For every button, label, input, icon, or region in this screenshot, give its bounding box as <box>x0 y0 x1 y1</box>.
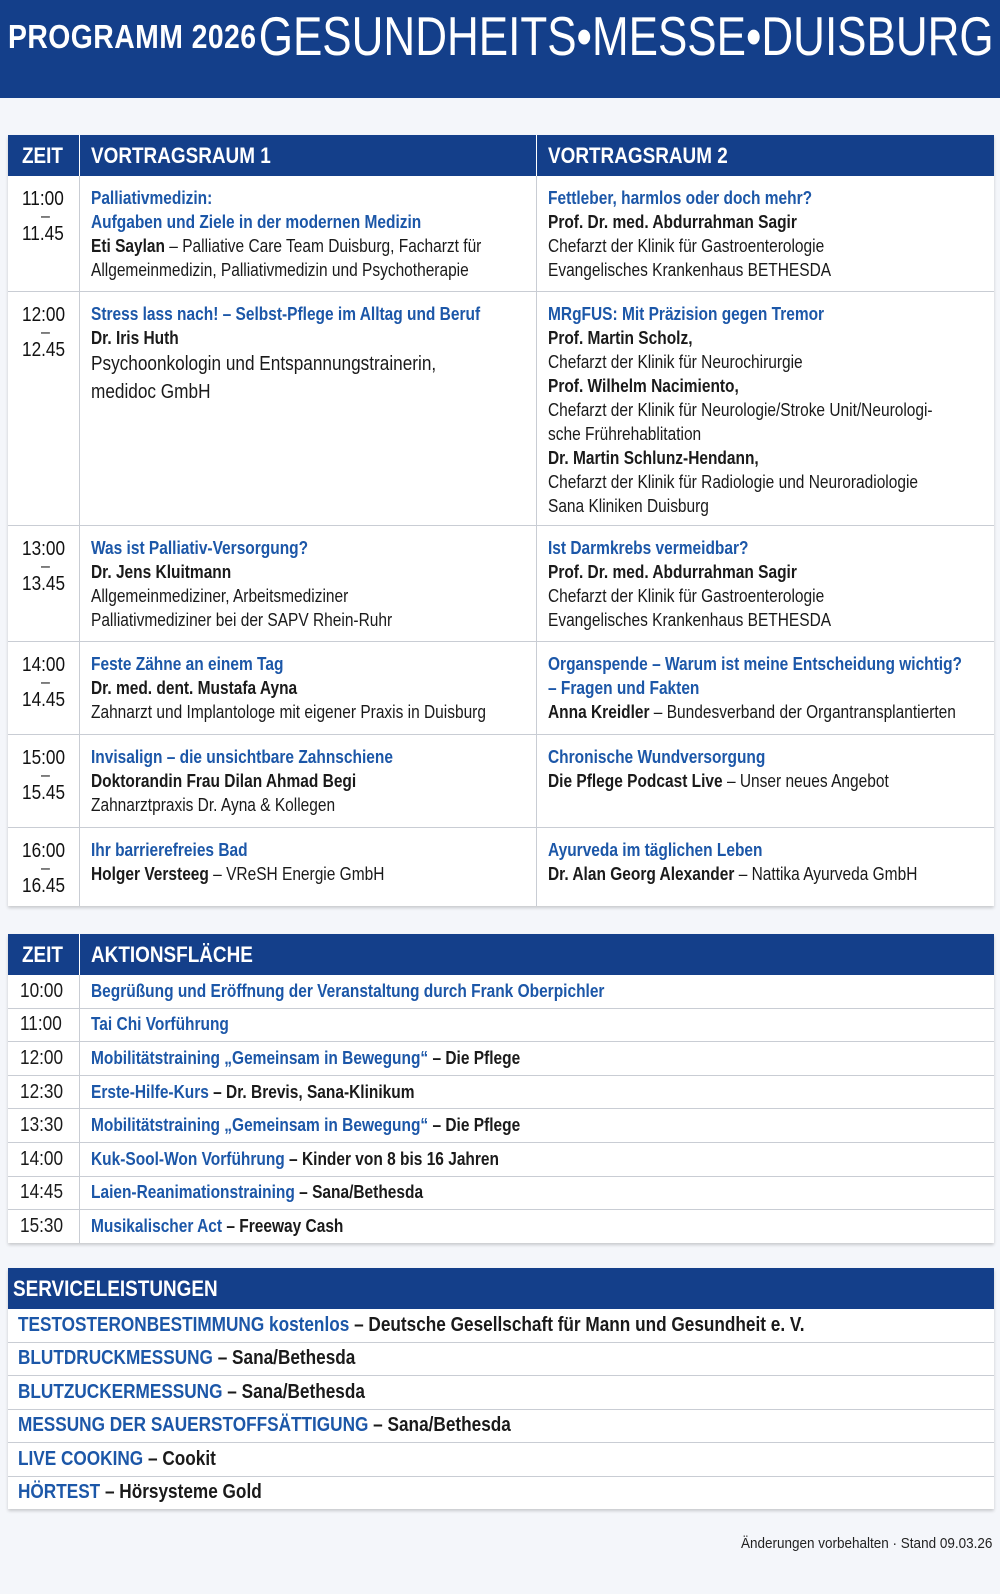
speaker-name: Eti Saylan <box>91 236 166 256</box>
speaker-affiliation: – Unser neues Angebot <box>722 771 889 791</box>
action-row <box>8 1143 994 1177</box>
speaker-details: Allgemeinmediziner, Arbeitsmediziner <box>91 586 349 606</box>
start-time: 13:00 <box>22 538 66 560</box>
service-provider: – Cookit <box>143 1447 216 1470</box>
action-time-text: 10:00 <box>20 979 64 1002</box>
service-row <box>8 1343 994 1377</box>
time-cell <box>8 526 80 641</box>
room1-cell <box>80 642 537 734</box>
service-title: BLUTZUCKERMESSUNG <box>18 1380 223 1403</box>
action-row <box>8 1009 994 1043</box>
action-time <box>8 1076 80 1109</box>
speaker-name: Die Pflege Podcast Live <box>548 771 723 791</box>
service-provider: – Hörsysteme Gold <box>100 1481 262 1504</box>
service-row <box>8 1477 994 1510</box>
action-row <box>8 1210 994 1243</box>
speaker-line <box>548 560 932 584</box>
action-description <box>80 1048 590 1069</box>
time-range <box>22 304 79 362</box>
talk-row <box>8 176 994 292</box>
service-row <box>8 1376 994 1410</box>
action-provider: – Sana/Bethesda <box>294 1182 424 1203</box>
room2-col-header: VORTRAGSRAUM 2 <box>548 142 728 168</box>
action-row <box>8 1109 994 1143</box>
speaker-name: Anna Kreidler <box>548 702 650 722</box>
speaker-line <box>548 210 932 234</box>
action-text <box>91 1048 520 1069</box>
action-title: Tai Chi Vorführung <box>91 1014 229 1035</box>
action-text <box>91 1149 499 1170</box>
action-description <box>80 1115 590 1136</box>
talk-topic: Palliativmedizin: <box>91 188 213 208</box>
end-time: 15.45 <box>22 782 66 804</box>
time-dash: – <box>41 208 50 225</box>
time-range <box>22 188 79 246</box>
talk-topic: Ihr barrierefreies Bad <box>91 840 248 860</box>
speaker-affiliation: – Nattika Ayurveda GmbH <box>734 864 918 884</box>
talks-header <box>8 135 994 176</box>
action-provider: – Kinder von 8 bis 16 Jahren <box>284 1148 499 1169</box>
room2-cell <box>537 735 994 827</box>
talk-row <box>8 642 994 735</box>
speaker-name: Holger Versteeg <box>91 864 209 884</box>
room1-cell <box>80 828 537 906</box>
speaker-name: Doktorandin Frau Dilan Ahmad Begi <box>91 771 357 791</box>
services-title: SERVICELEISTUNGEN <box>13 1275 218 1301</box>
speaker-line <box>91 769 474 793</box>
talk-topic: – Fragen und Fakten <box>548 678 700 698</box>
action-description <box>80 1216 384 1237</box>
speaker-details: Psychoonkologin und Entspannungstrainerin, <box>91 353 437 375</box>
action-provider: – Die Pflege <box>428 1047 521 1068</box>
time-cell <box>8 292 80 525</box>
action-text <box>91 1082 414 1103</box>
talks-table <box>8 135 994 906</box>
action-title: Musikalischer Act <box>91 1215 223 1236</box>
action-title: Erste-Hilfe-Kurs <box>91 1081 209 1102</box>
action-time <box>8 1210 80 1243</box>
action-time-text: 15:30 <box>20 1214 64 1237</box>
speaker-affiliation: – Palliative Care Team Duisburg, Facharzt für <box>165 236 482 256</box>
service-text <box>18 1414 511 1437</box>
speaker-name: Prof. Dr. med. Abdurrahman Sagir <box>548 212 797 232</box>
time-range <box>22 538 79 596</box>
time-range <box>22 840 79 898</box>
end-time: 14.45 <box>22 689 66 711</box>
action-title: Mobilitätstraining „Gemeinsam in Bewegung“ <box>91 1047 429 1068</box>
time-cell <box>8 735 80 827</box>
talk-row <box>8 735 994 828</box>
speaker-details: Zahnarzt und Implantologe mit eigener Praxis in Duisburg <box>91 702 486 722</box>
time-dash: – <box>41 860 50 877</box>
time-cell <box>8 828 80 906</box>
footer-note: Änderungen vorbehalten · Stand 09.03.26 <box>740 1535 992 1552</box>
end-time: 11.45 <box>22 223 64 245</box>
program-year: PROGRAMM 2026 <box>8 18 257 55</box>
speaker-name: Dr. Jens Kluitmann <box>91 562 232 582</box>
speaker-name: Prof. Martin Scholz, <box>548 328 693 348</box>
speaker-details: Chefarzt der Klinik für Radiologie und Neuroradiologie <box>548 472 919 492</box>
action-text <box>91 1014 229 1035</box>
actions-table <box>8 934 994 1243</box>
speaker-details: Sana Kliniken Duisburg <box>548 496 709 516</box>
action-description <box>80 1182 477 1203</box>
speaker-details: Evangelisches Krankenhaus BETHESDA <box>548 260 832 280</box>
time-dash: – <box>41 324 50 341</box>
action-title: Kuk-Sool-Won Vorführung <box>91 1148 285 1169</box>
speaker-details: Chefarzt der Klinik für Gastroenterologie <box>548 586 825 606</box>
speaker-name: Dr. Iris Huth <box>91 328 179 348</box>
room2-cell <box>537 526 994 641</box>
talk-topic: MRgFUS: Mit Präzision gegen Tremor <box>548 304 825 324</box>
speaker-affiliation: – VReSH Energie GmbH <box>208 864 385 884</box>
time-dash: – <box>41 674 50 691</box>
start-time: 15:00 <box>22 747 66 769</box>
speaker-details: Chefarzt der Klinik für Neurologie/Stroke Unit/Neurologi- <box>548 400 933 420</box>
action-text <box>91 1182 423 1203</box>
action-time-text: 14:00 <box>20 1147 64 1170</box>
action-provider: – Die Pflege <box>428 1115 521 1136</box>
time-col-header: ZEIT <box>22 142 63 168</box>
action-time <box>8 975 80 1008</box>
speaker-line <box>91 326 474 350</box>
action-time-text: 12:30 <box>20 1080 64 1103</box>
speaker-details: sche Frührehablitation <box>548 424 702 444</box>
action-row <box>8 1076 994 1110</box>
talk-topic: Ist Darmkrebs vermeidbar? <box>548 538 749 558</box>
room2-cell <box>537 292 995 525</box>
action-time <box>8 1009 80 1042</box>
action-time-text: 12:00 <box>20 1046 64 1069</box>
end-time: 13.45 <box>22 573 66 595</box>
speaker-details: Chefarzt der Klinik für Neurochirurgie <box>548 352 803 372</box>
speaker-line <box>91 234 482 258</box>
service-title: MESSUNG DER SAUERSTOFFSÄTTIGUNG <box>18 1414 369 1437</box>
services-table <box>8 1268 994 1509</box>
speaker-line <box>548 862 932 886</box>
speaker-details: Zahnarztpraxis Dr. Ayna & Kollegen <box>91 795 336 815</box>
action-title: Begrüßung und Eröffnung der Veranstaltung durch Frank Oberpichler <box>91 980 605 1001</box>
service-row <box>8 1443 994 1477</box>
speaker-details: medidoc GmbH <box>91 381 211 403</box>
service-text <box>18 1381 365 1404</box>
action-time <box>8 1143 80 1176</box>
room1-cell <box>80 176 537 291</box>
service-provider: – Sana/Bethesda <box>222 1380 365 1403</box>
speaker-line <box>91 676 474 700</box>
action-time <box>8 1109 80 1142</box>
room1-col-header: VORTRAGSRAUM 1 <box>91 142 271 168</box>
action-time-text: 14:45 <box>20 1181 64 1204</box>
services-header <box>8 1268 994 1309</box>
room2-cell <box>537 642 1000 734</box>
service-title: BLUTDRUCKMESSUNG <box>18 1347 213 1370</box>
talk-topic: Organspende – Warum ist meine Entscheidung wichtig? <box>548 654 963 674</box>
actions-area-header: AKTIONSFLÄCHE <box>91 941 253 967</box>
service-provider: – Deutsche Gesellschaft für Mann und Gesundheit e. V. <box>349 1313 805 1336</box>
start-time: 12:00 <box>22 304 66 326</box>
room1-cell <box>80 735 537 827</box>
action-description <box>80 981 688 1002</box>
action-title: Laien-Reanimationstraining <box>91 1182 295 1203</box>
service-text <box>18 1448 216 1471</box>
speaker-name: Prof. Wilhelm Nacimiento, <box>548 376 739 396</box>
service-provider: – Sana/Bethesda <box>212 1347 356 1370</box>
action-text <box>91 1216 343 1237</box>
talk-topic: Was ist Palliativ-Versorgung? <box>91 538 309 558</box>
action-provider: – Dr. Brevis, Sana-Klinikum <box>208 1081 415 1102</box>
service-text <box>18 1314 805 1337</box>
service-title: TESTOSTERONBESTIMMUNG kostenlos <box>18 1313 350 1336</box>
speaker-name: Prof. Dr. med. Abdurrahman Sagir <box>548 562 797 582</box>
speaker-affiliation: – Bundesverband der Organtransplantierten <box>649 702 956 722</box>
service-provider: – Sana/Bethesda <box>368 1414 511 1437</box>
end-time: 12.45 <box>22 339 66 361</box>
action-time-text: 13:30 <box>20 1114 64 1137</box>
action-row <box>8 1177 994 1211</box>
start-time: 16:00 <box>22 840 66 862</box>
talk-row <box>8 292 994 526</box>
header-banner <box>0 0 1000 98</box>
room2-cell <box>537 176 994 291</box>
action-provider: – Freeway Cash <box>222 1215 344 1236</box>
action-description <box>80 1082 467 1103</box>
room2-cell <box>537 828 994 906</box>
service-title: HÖRTEST <box>18 1481 101 1504</box>
time-cell <box>8 642 80 734</box>
speaker-details: Chefarzt der Klinik für Gastroenterologie <box>548 236 825 256</box>
service-title: LIVE COOKING <box>18 1447 144 1470</box>
talk-topic: Feste Zähne an einem Tag <box>91 654 284 674</box>
time-range <box>22 654 79 712</box>
room1-cell <box>80 526 537 641</box>
action-time-text: 11:00 <box>20 1013 62 1036</box>
speaker-details: Palliativmediziner bei der SAPV Rhein-Ruhr <box>91 610 393 630</box>
time-cell <box>8 176 80 291</box>
service-text <box>18 1481 262 1504</box>
speaker-details: Allgemeinmedizin, Palliativmedizin und Psychotherapie <box>91 260 469 280</box>
action-title: Mobilitätstraining „Gemeinsam in Bewegung“ <box>91 1115 429 1136</box>
action-row <box>8 1042 994 1076</box>
event-title: GESUNDHEITS•MESSE•DUISBURG <box>259 5 994 67</box>
service-text <box>18 1347 355 1370</box>
start-time: 14:00 <box>22 654 66 676</box>
room1-cell <box>80 292 537 525</box>
service-row <box>8 1309 994 1343</box>
time-dash: – <box>41 767 50 784</box>
actions-header <box>8 934 994 975</box>
talk-topic: Ayurveda im täglichen Leben <box>548 840 763 860</box>
time-range <box>22 747 79 805</box>
speaker-line <box>91 862 474 886</box>
end-time: 16.45 <box>22 875 66 897</box>
action-text <box>91 1115 520 1136</box>
speaker-line <box>548 769 932 793</box>
action-time <box>8 1042 80 1075</box>
action-time <box>8 1177 80 1210</box>
speaker-details: Evangelisches Krankenhaus BETHESDA <box>548 610 832 630</box>
action-description <box>80 1149 565 1170</box>
talk-topic: Invisalign – die unsichtbare Zahnschiene <box>91 747 393 767</box>
talk-topic: Fettleber, harmlos oder doch mehr? <box>548 188 813 208</box>
talk-topic: Stress lass nach! – Selbst-Pflege im Alltag und Beruf <box>91 304 481 324</box>
speaker-name: Dr. Alan Georg Alexander <box>548 864 735 884</box>
speaker-line <box>548 700 962 724</box>
service-row <box>8 1410 994 1444</box>
action-description <box>80 1014 251 1035</box>
action-text <box>91 981 604 1002</box>
action-row <box>8 975 994 1009</box>
speaker-line <box>91 560 474 584</box>
start-time: 11:00 <box>22 188 64 210</box>
talk-row <box>8 828 994 906</box>
talk-row <box>8 526 994 642</box>
speaker-name: Dr. med. dent. Mustafa Ayna <box>91 678 298 698</box>
actions-time-header: ZEIT <box>22 941 63 967</box>
speaker-name: Dr. Martin Schlunz-Hendann, <box>548 448 759 468</box>
talk-topic: Aufgaben und Ziele in der modernen Medizin <box>91 212 422 232</box>
time-dash: – <box>41 558 50 575</box>
talk-topic: Chronische Wundversorgung <box>548 747 766 767</box>
